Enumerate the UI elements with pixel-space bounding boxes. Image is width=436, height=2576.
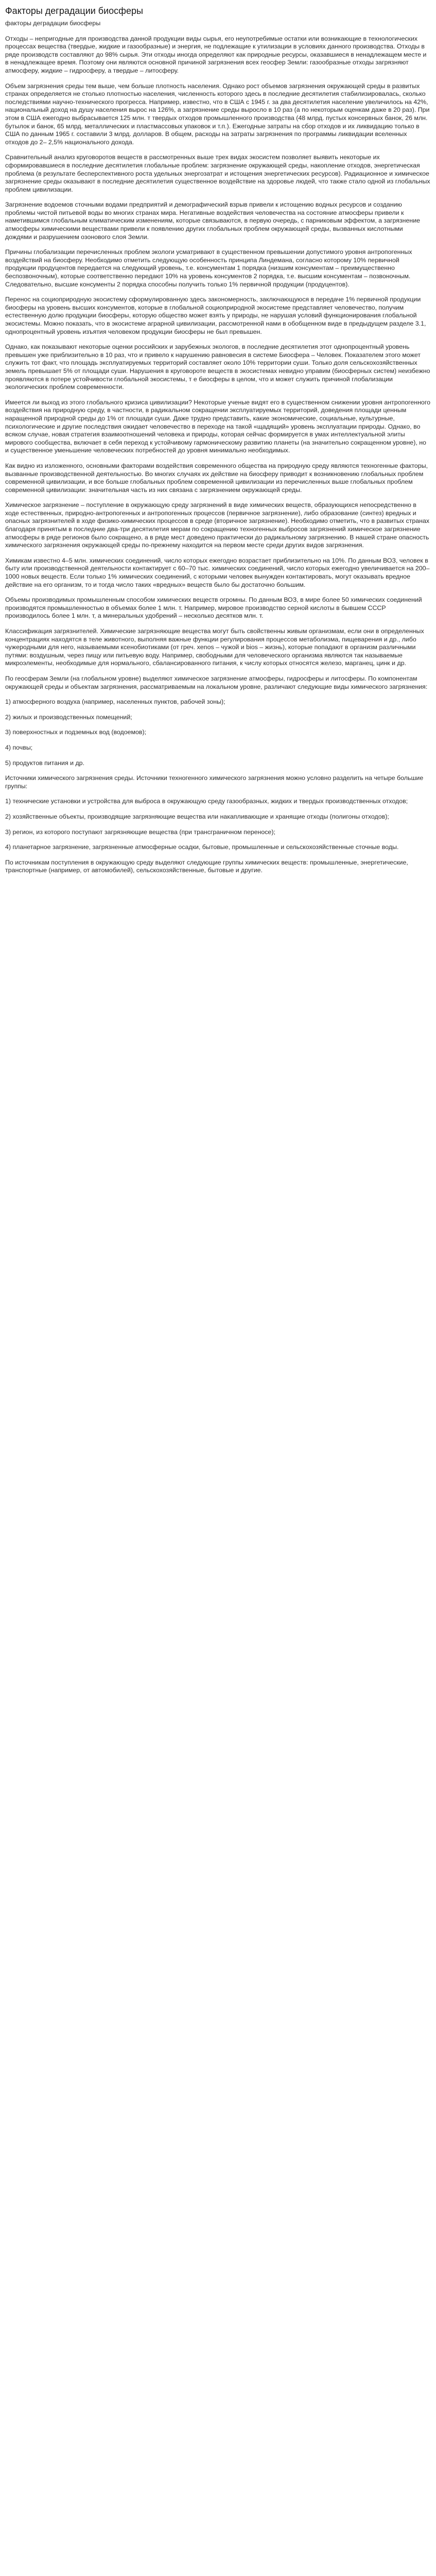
paragraph: Перенос на социоприродную экосистему сформулированную здесь закономерность, заключающуюся в передаче 1% первичной продукции биосферы на уровень высших консументов, которые в глобальной социоприродной экосистеме представляет человечество, получим естественную долю продукции биосферы, которую общество может взять у природы, не нарушая условий функционирования глобальной экосистемы. Можно показать, что в экосистеме аграрной цивилизации, рассмотренной нами в обобщенном виде в предыдущем разделе 3.1, однопроцентный уровень изъятия человеком продукции биосферы не был превышен. xyxy=(5,296,426,335)
paragraph: Имеется ли выход из этого глобального кризиса цивилизации? Некоторые ученые видят его в существенном снижении уровня антропогенного воздействия на природную среду, в частности, в радикальном сокращении эксплуатируемых территорий, доведения площади ценным наращенной природной среды до 1% от площади суши. Даже трудно представить, какие экономические, социальные, культурные, психологические и другие последствия ожидает человечество в переходе на такой «щадящий» уровень эксплуатации природы. Однако, во всяком случае, новая стратегия взаимоотношений человека и природы, которая сейчас формируется в умах интеллектуальной элиты мирового сообщества, включает в себя переход к устойчивому гармоническому развитию планеты (на значительно сокращенном уровне), но и существенное уменьшение человеческих потребностей до уровня минимально необходимых. xyxy=(5,398,430,454)
paragraph: По геосферам Земли (на глобальном уровне) выделяют химическое загрязнение атмосферы, гидросферы и литосферы. По компонентам окружающей среды и объектам загрязнения, рассматриваемым на локальном уровне, различают следующие виды химического загрязнения: xyxy=(5,674,428,690)
paragraph: 5) продуктов питания и др. xyxy=(5,759,85,767)
paragraph: 4) планетарное загрязнение, загрязненные атмосферные осадки, бытовые, промышленные и сельскохозяйственные сточные воды. xyxy=(5,843,399,851)
paragraph: 2) хозяйственные объекты, производящие загрязняющие вещества или накапливающие и хранящие отходы (полигоны отходов); xyxy=(5,812,389,820)
paragraph: Химикам известно 4–5 млн. химических соединений, число которых ежегодно возрастает приблизительно на 10%. По данным ВОЗ, человек в быту или производственной деятельности контактирует с 60–70 тыс. химических соединений, число которых ежегодно увеличивается на 200–1000 новых веществ. Если только 1% химических соединений, с которыми человек вынужден контактировать, могут оказывать вредное действие на его организм, то и тогда число таких «вредных» веществ было бы достаточно большим. xyxy=(5,556,430,588)
article-body xyxy=(5,20,431,875)
paragraph: 1) атмосферного воздуха (например, населенных пунктов, рабочей зоны); xyxy=(5,698,225,706)
paragraph: По источникам поступления в окружающую среду выделяют следующие группы химических веществ: промышленные, энергетические, транспортные (например, от автомобилей), сельскохозяйственные, бытовые и другие. xyxy=(5,858,408,874)
paragraph: факторы деградации биосферы xyxy=(5,20,101,27)
paragraph: Загрязнение водоемов сточными водами предприятий и демографический взрыв привели к истощению водных ресурсов и созданию проблемы чистой питьевой воды во многих странах мира. Негативные воздействия человечества на состояние атмосферы привели к наметившимся глобальным климатическим изменениям, которые связываются, в первую очередь, с парниковым эффектом, а загрязнение атмосферы химическими веществами привели к появлению других глобальных проблем окружающей среды, вызванных кислотными дождями и разрушением озонового слоя Земли. xyxy=(5,201,421,241)
paragraph: Причины глобализации перечисленных проблем экологи усматривают в существенном превышении допустимого уровня антропогенных воздействий на биосферу. Необходимо отметить следующую особенность принципа Линдемана, согласно которому 10% первичной продукции продуцентов передается на следующий уровень, т.е. консументам 1 порядка (низшим консументам – преимущественно беспозвоночным), которые соответственно передают 10% на уровень консументов 2 порядка, т.е. высшим консументам – позвоночным. Следовательно, высшие консументы 2 порядка способны получить только 1% первичной продукции (продуцентов). xyxy=(5,248,412,288)
paragraph: 1) технические установки и устройства для выброса в окружающую среду газообразных, жидких и твердых производственных отходов; xyxy=(5,798,408,805)
paragraph: Сравнительный анализ круговоротов веществ в рассмотренных выше трех видах экосистем позволяет выявить некоторые их сформировавшиеся в последние десятилетия глобальные проблем: загрязнение окружающей среды, накопление отходов, энергетическая проблема (в результате бесперспективного роста удельных энергозатрат и истощения энергетических ресурсов). Радиационное и химическое загрязнение среды оказывают в последние десятилетия существенное воздействие на здоровье людей, что также стало одной из глобальных проблем цивилизации. xyxy=(5,154,430,193)
paragraph: 3) поверхностных и подземных вод (водоемов); xyxy=(5,728,147,736)
paragraph: Как видно из изложенного, основными факторами воздействия современного общества на природную среду являются техногенные факторы, вызванные производственной деятельностью. Во многих случаях их действие на биосферу приводит к возникновению глобальных проблем современной цивилизации, и все больше глобальных проблем современной цивилизации из перечисленных выше глобальных проблем современной цивилизации: значительная часть из них связана с загрязнением окружающей среды. xyxy=(5,462,428,494)
paragraph: Классификация загрязнителей. Химические загрязняющие вещества могут быть свойственны живым организмам, если они в определенных концентрациях находятся в теле животного, выполняя важные функции регулирования процессов метаболизма, пищеварения и др., либо чужеродными для него, называемыми ксенобиотиками (от греч. xenos – чужой и bios – жизнь), которые попадают в организм различными путями: воздушным, через пищу или питьевую воду. Например, свободными для человеческого организма являются так называемые микроэлементы, необходимые для нормального, сбалансированного питания, к числу которых относятся железо, марганец, цинк и др. xyxy=(5,628,424,667)
article xyxy=(0,0,436,875)
paragraph: 3) регион, из которого поступают загрязняющие вещества (при трансграничном переносе); xyxy=(5,828,275,836)
paragraph: Отходы – непригодные для производства данной продукции виды сырья, его неупотребимые остатки или возникающие в технологических процессах вещества (твердые, жидкие и газообразные) и энергия, не подлежащие к утилизации в условиях данного производства. Отходы в ряде производств составляют до 98% сырья. Эти отходы иногда определяют как природные ресурсы, оказавшиеся в ненадлежащем месте и в ненадлежащее время. Поэтому они являются основной причиной загрязнения всех геосфер Земли: газообразные отходы загрязняют атмосферу, жидкие – гидросферу, а твердые – литосферу. xyxy=(5,35,427,74)
paragraph: 4) почвы; xyxy=(5,743,33,751)
paragraph: Объемы производимых промышленным способом химических веществ огромны. По данным ВОЗ, в мире более 50 химических соединений производятся промышленностью в объемах более 1 млн. т. Например, мировое производство серной кислоты в бывшем СССР производилось более 1 млн. т, а минеральных удобрений – несколько десятков млн. т. xyxy=(5,596,422,620)
paragraph: 2) жилых и производственных помещений; xyxy=(5,713,132,721)
paragraph: Объем загрязнения среды тем выше, чем больше плотность населения. Однако рост объемов загрязнения окружающей среды в развитых странах определяется не столько плотностью населения, численность которого здесь в последние десятилетия стабилизировалась, сколько последствиями научно-технического прогресса. Например, известно, что в США с 1945 г. за два десятилетия население увеличилось на 42%, национальный доход на душу населения вырос на 126%, а загрязнение среды выросло в 10 раз (а по некоторым оценкам даже в 20 раз). При этом в США ежегодно выбрасывается 125 млн. т твердых отходов промышленного производства (48 млрд. пустых консервных банок, 26 млн. бутылок и банок, 65 млрд. металлических и пластмассовых упаковок и т.п.). Ежегодные затраты на сбор отходов и их ликвидацию только в США по данным 1965 г. составили 3 млрд. долларов. В общем, расходы на затраты загрязнения по программы ликвидации вселенных отходов до 2– 2,5% национального дохода. xyxy=(5,82,430,146)
paragraph: Химическое загрязнение – поступление в окружающую среду загрязнений в виде химических веществ, образующихся непосредственно в ходе естественных, природно-антропогенных и антропогенных процессов (первичное загрязнение), либо образование (синтез) вредных и опасных загрязнителей в ходе физико-химических процессов в среде (вторичное загрязнение). Необходимо отметить, что в развитых странах благодаря принятым в последние два-три десятилетия мерам по сокращению техногенных выбросов загрязнений химическое загрязнение атмосферы в ряде регионов было сокращено, а в ряде мест доведено практически до радикальному загрязнению. В нашей стране опасность химического загрязнения окружающей среды по-прежнему находится на первом месте среди других видов загрязнения. xyxy=(5,501,430,549)
paragraph: Однако, как показывают некоторые оценки российских и зарубежных экологов, в последние десятилетия этот однопроцентный уровень превышен уже приблизительно в 10 раз, что и привело к нарушению равновесия в системе Биосфера – Человек. Показателем этого может служить тот факт, что площадь эксплуатируемых территорий составляет около 10% территории суши. Только доля сельскохозяйственных земель превышает 5% от площади суши. Нарушения в круговороте веществ в экосистемах невидно управим (биосферных систем) неизбежно проявляются в потере устойчивости глобальной экосистемы, т е биосферы в целом, что и может служить причиной глобализации экологических проблем современности. xyxy=(5,343,430,391)
page-title: Факторы деградации биосферы xyxy=(5,6,143,16)
paragraph: Источники химического загрязнения среды. Источники техногенного химического загрязнения можно условно разделить на четыре большие группы: xyxy=(5,774,424,790)
